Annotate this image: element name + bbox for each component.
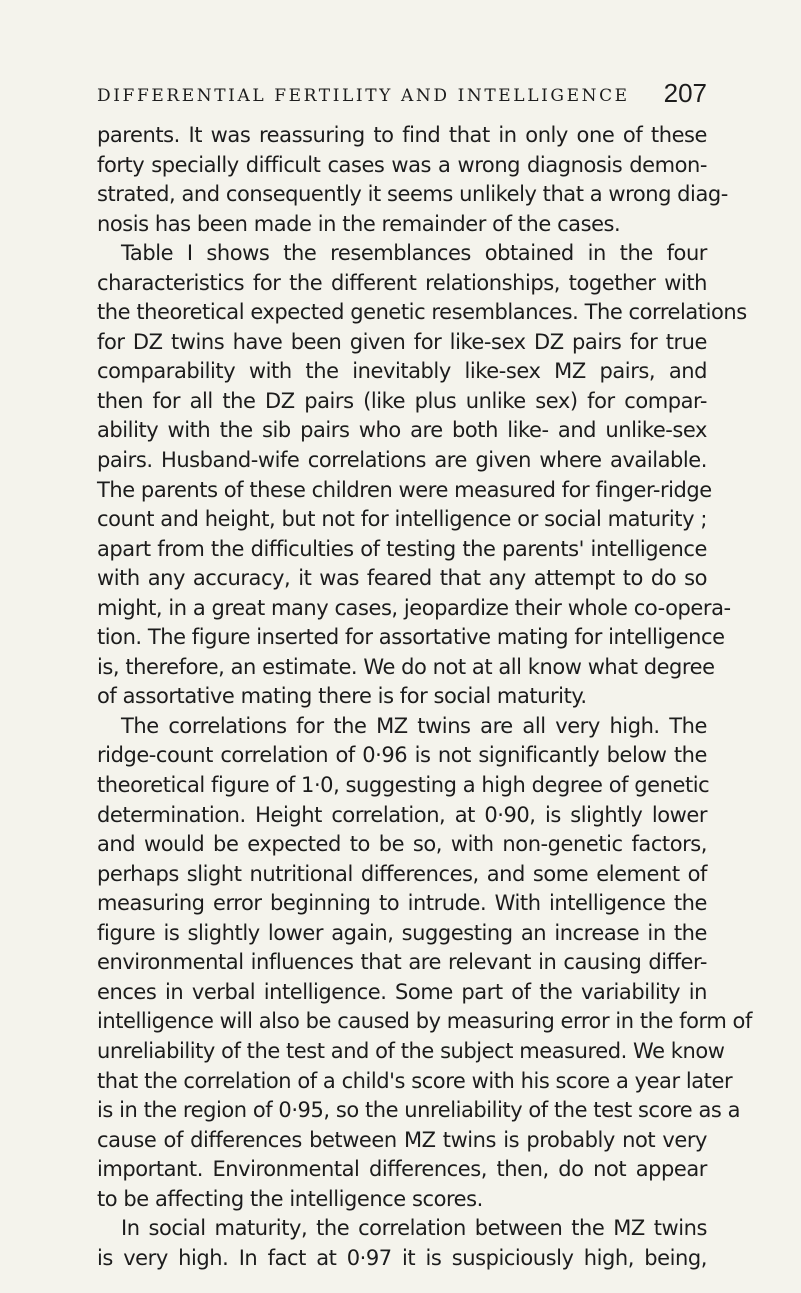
- text-line: Table I shows the resemblances obtained in the four: [121, 241, 707, 266]
- text-line: nosis has been made in the remainder of the cases.: [97, 211, 621, 236]
- text-line: perhaps slight nutritional differences, and some element of: [97, 861, 707, 886]
- text-line: pairs. Husband-wife correlations are given where available.: [97, 448, 707, 473]
- page-header: [97, 78, 707, 118]
- text-line: of assortative mating there is for social maturity.: [97, 684, 587, 709]
- text-line: comparability with the inevitably like-sex MZ pairs, and: [97, 359, 707, 384]
- text-line: count and height, but not for intelligence or social maturity ;: [97, 507, 707, 532]
- text-line: ability with the sib pairs who are both like- and unlike-sex: [97, 418, 707, 443]
- text-line: intelligence will also be caused by measuring error in the form of: [97, 1009, 752, 1034]
- text-line: and would be expected to be so, with non-genetic factors,: [97, 832, 707, 857]
- text-line: determination. Height correlation, at 0·90, is slightly lower: [97, 802, 707, 827]
- page-number: 207: [663, 78, 707, 108]
- text-line: for DZ twins have been given for like-sex DZ pairs for true: [97, 329, 707, 354]
- text-line: figure is slightly lower again, suggesting an increase in the: [97, 920, 707, 945]
- text-line: ridge-count correlation of 0·96 is not significantly below the: [97, 743, 707, 768]
- text-line: parents. It was reassuring to find that in only one of these: [97, 123, 707, 147]
- text-line: ences in verbal intelligence. Some part of the variability in: [97, 979, 707, 1004]
- text-line: unreliability of the test and of the subject measured. We know: [97, 1038, 725, 1063]
- text-line: cause of differences between MZ twins is probably not very: [97, 1127, 707, 1152]
- text-line: is very high. In fact at 0·97 it is suspiciously high, being,: [97, 1245, 707, 1270]
- text-line: The correlations for the MZ twins are all very high. The: [121, 713, 707, 738]
- text-line: measuring error beginning to intrude. With intelligence the: [97, 891, 707, 916]
- text-line: important. Environmental differences, then, do not appear: [97, 1157, 707, 1182]
- text-line: characteristics for the different relationships, together with: [97, 270, 707, 295]
- text-line: theoretical figure of 1·0, suggesting a high degree of genetic: [97, 773, 710, 798]
- text-line: strated, and consequently it seems unlikely that a wrong diag-: [97, 182, 728, 207]
- text-line: The parents of these children were measured for finger-ridge: [97, 477, 712, 502]
- text-line: tion. The figure inserted for assortative mating for intelligence: [97, 625, 725, 650]
- text-line: In social maturity, the correlation between the MZ twins: [121, 1216, 707, 1241]
- text-line: then for all the DZ pairs (like plus unlike sex) for compar-: [97, 388, 707, 413]
- text-line: to be affecting the intelligence scores.: [97, 1186, 483, 1211]
- text-line: that the correlation of a child's score with his score a year later: [97, 1068, 733, 1093]
- running-head: DIFFERENTIAL FERTILITY AND INTELLIGENCE: [97, 86, 630, 106]
- text-line: is, therefore, an estimate. We do not at all know what degree: [97, 654, 715, 679]
- text-line: environmental influences that are relevant in causing differ-: [97, 950, 707, 975]
- text-line: with any accuracy, it was feared that any attempt to do so: [97, 566, 707, 591]
- text-line: might, in a great many cases, jeopardize their whole co-opera-: [97, 595, 731, 620]
- text-line: forty specially difficult cases was a wrong diagnosis demon-: [97, 152, 707, 177]
- body-text: [97, 121, 752, 1273]
- text-line: apart from the difficulties of testing the parents' intelligence: [97, 536, 707, 561]
- text-line: is in the region of 0·95, so the unreliability of the test score as a: [97, 1098, 741, 1123]
- text-line: the theoretical expected genetic resemblances. The correlations: [97, 300, 747, 325]
